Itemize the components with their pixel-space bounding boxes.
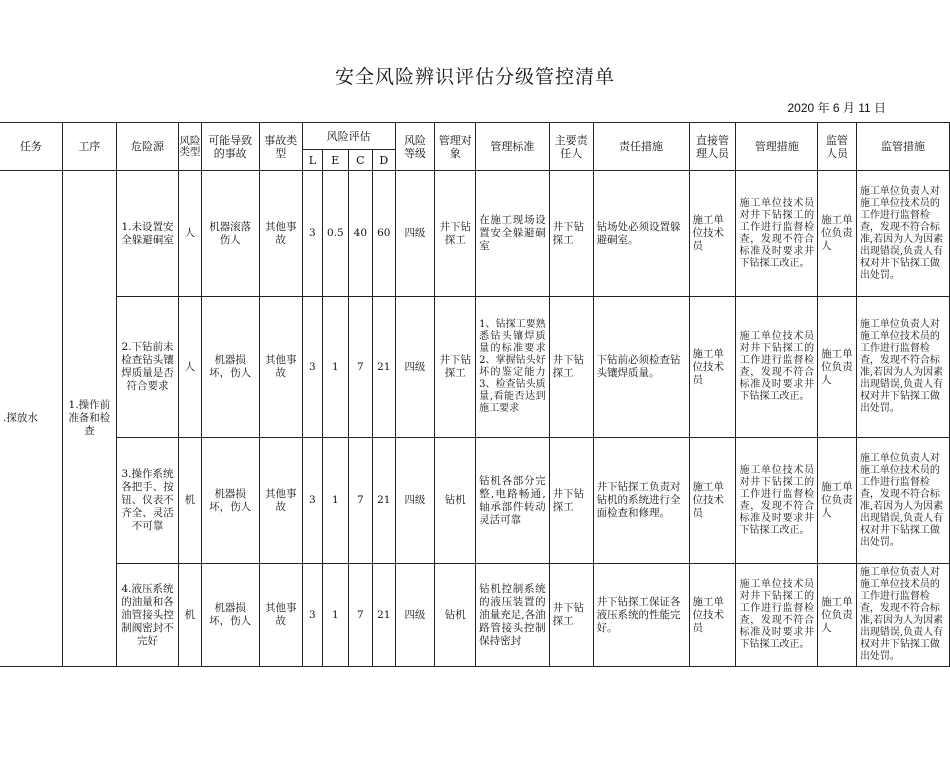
supervisor-cell: 施工单位负责人 (818, 297, 857, 438)
accident-cell: 机器损坏，伤人 (201, 438, 259, 564)
L-cell: 3 (302, 297, 322, 438)
accident-cell: 机器损坏，伤人 (201, 564, 259, 667)
supervision-cell: 施工单位负责人对施工单位技术员的工作进行监督检查，发现不符合标准,若因为人为因素出现错误,负责人有权对井下钻探工做出处罚。 (856, 564, 949, 667)
resp-measures-cell: 井下钻探工负责对钻机的系统进行全面检查和修理。 (593, 438, 689, 564)
supervisor-cell: 施工单位负责人 (818, 171, 857, 297)
accident-cell: 机器滚落伤人 (201, 171, 259, 297)
responsible-cell: 井下钻探工 (549, 564, 593, 667)
hazard-cell: 3.操作系统各把手、按钮、仪表不齐全、灵活不可靠 (116, 438, 178, 564)
supervisor-cell: 施工单位负责人 (818, 564, 857, 667)
hazard-cell: 4.液压系统的油量和各油管接头控制阀密封不完好 (116, 564, 178, 667)
risk-type-cell: 人 (179, 297, 201, 438)
header-supervisor: 监管人员 (818, 123, 857, 171)
mgmt-measures-cell: 施工单位技术员对井下钻探工的工作进行监督检查，发现不符合标准及时要求井下钻探工改正。 (736, 297, 818, 438)
E-cell: 1 (323, 564, 349, 667)
header-risk-type: 风险类型 (179, 123, 201, 171)
document-date: 2020 年 6 月 11 日 (787, 101, 886, 115)
responsible-cell: 井下钻探工 (549, 171, 593, 297)
table-row (0, 297, 950, 438)
risk-level-cell: 四级 (395, 297, 435, 438)
header-resp-measures: 责任措施 (593, 123, 689, 171)
supervision-cell: 施工单位负责人对施工单位技术员的工作进行监督检查，发现不符合标准,若因为人为因素出现错误,负责人有权对井下钻探工做出处罚。 (856, 438, 949, 564)
manager-cell: 施工单位技术员 (689, 564, 736, 667)
C-cell: 40 (348, 171, 373, 297)
risk-control-table (0, 122, 950, 667)
D-cell: 21 (373, 438, 395, 564)
accident-type-cell: 其他事故 (259, 297, 302, 438)
header-accident: 可能导致的事故 (201, 123, 259, 171)
standard-cell: 1、钻探工要熟悉钻头镶焊质量的标准要求 2、掌握钻头好坏的鉴定能力 3、检查钻头质量,看能否达到施工要求 (476, 297, 550, 438)
accident-type-cell: 其他事故 (259, 564, 302, 667)
hazard-cell: 1.未设置安全躲避硐室 (116, 171, 178, 297)
target-cell: 钻机 (435, 564, 476, 667)
L-cell: 3 (302, 171, 322, 297)
target-cell: 井下钻探工 (435, 297, 476, 438)
manager-cell: 施工单位技术员 (689, 297, 736, 438)
E-cell: 0.5 (323, 171, 349, 297)
standard-cell: 钻机各部分完整,电路畅通,轴承部件转动灵活可靠 (476, 438, 550, 564)
mgmt-measures-cell: 施工单位技术员对井下钻探工的工作进行监督检查，发现不符合标准及时要求井下钻探工改正。 (736, 171, 818, 297)
supervisor-cell: 施工单位负责人 (818, 438, 857, 564)
header-supervision: 监管措施 (856, 123, 949, 171)
accident-type-cell: 其他事故 (259, 171, 302, 297)
responsible-cell: 井下钻探工 (549, 297, 593, 438)
header-mgmt-measures: 管理措施 (736, 123, 818, 171)
header-process: 工序 (62, 123, 116, 171)
supervision-cell: 施工单位负责人对施工单位技术员的工作进行监督检查，发现不符合标准,若因为人为因素出现错误,负责人有权对井下钻探工做出处罚。 (856, 297, 949, 438)
header-standard: 管理标准 (476, 123, 550, 171)
target-cell: 钻机 (435, 438, 476, 564)
hazard-cell: 2.下钻前未检查钻头镶焊质量是否符合要求 (116, 297, 178, 438)
C-cell: 7 (348, 438, 373, 564)
responsible-cell: 井下钻探工 (549, 438, 593, 564)
header-risk-level: 风险等级 (395, 123, 435, 171)
manager-cell: 施工单位技术员 (689, 171, 736, 297)
target-cell: 井下钻探工 (435, 171, 476, 297)
header-E: E (323, 150, 349, 171)
header-row-1 (0, 123, 950, 150)
task-cell: .探放水 (0, 171, 62, 667)
C-cell: 7 (348, 297, 373, 438)
header-C: C (348, 150, 373, 171)
table-row (0, 438, 950, 564)
risk-type-cell: 机 (179, 438, 201, 564)
header-accident-type: 事故类型 (259, 123, 302, 171)
table-row (0, 564, 950, 667)
header-task: 任务 (0, 123, 62, 171)
D-cell: 60 (373, 171, 395, 297)
header-risk-eval: 风险评估 (302, 123, 395, 150)
D-cell: 21 (373, 297, 395, 438)
standard-cell: 钻机控制系统的液压装置的油量充足,各油路管接头控制保持密封 (476, 564, 550, 667)
risk-level-cell: 四级 (395, 564, 435, 667)
E-cell: 1 (323, 438, 349, 564)
document-title: 安全风险辨识评估分级管控清单 (334, 66, 615, 88)
standard-cell: 在施工现场设置安全躲避硐室 (476, 171, 550, 297)
risk-type-cell: 人 (179, 171, 201, 297)
risk-level-cell: 四级 (395, 171, 435, 297)
mgmt-measures-cell: 施工单位技术员对井下钻探工的工作进行监督检查，发现不符合标准及时要求井下钻探工改正。 (736, 438, 818, 564)
header-direct-manager: 直接管理人员 (689, 123, 736, 171)
L-cell: 3 (302, 438, 322, 564)
accident-cell: 机器损坏，伤人 (201, 297, 259, 438)
header-hazard: 危险源 (116, 123, 178, 171)
accident-type-cell: 其他事故 (259, 438, 302, 564)
mgmt-measures-cell: 施工单位技术员对井下钻探工的工作进行监督检查，发现不符合标准及时要求井下钻探工改正。 (736, 564, 818, 667)
manager-cell: 施工单位技术员 (689, 438, 736, 564)
process-cell: 1.操作前准备和检查 (62, 171, 116, 667)
supervision-cell: 施工单位负责人对施工单位技术员的工作进行监督检查，发现不符合标准,若因为人为因素出现错误,负责人有权对井下钻探工做出处罚。 (856, 171, 949, 297)
header-responsible: 主要责任人 (549, 123, 593, 171)
header-target: 管理对象 (435, 123, 476, 171)
D-cell: 21 (373, 564, 395, 667)
table-row (0, 171, 950, 297)
risk-level-cell: 四级 (395, 438, 435, 564)
L-cell: 3 (302, 564, 322, 667)
header-D: D (373, 150, 395, 171)
E-cell: 1 (323, 297, 349, 438)
resp-measures-cell: 井下钻探工保证各液压系统的性能完好。 (593, 564, 689, 667)
resp-measures-cell: 下钻前必须检查钻头镶焊质量。 (593, 297, 689, 438)
header-L: L (302, 150, 322, 171)
resp-measures-cell: 钻场处必须设置躲避硐室。 (593, 171, 689, 297)
risk-type-cell: 机 (179, 564, 201, 667)
C-cell: 7 (348, 564, 373, 667)
